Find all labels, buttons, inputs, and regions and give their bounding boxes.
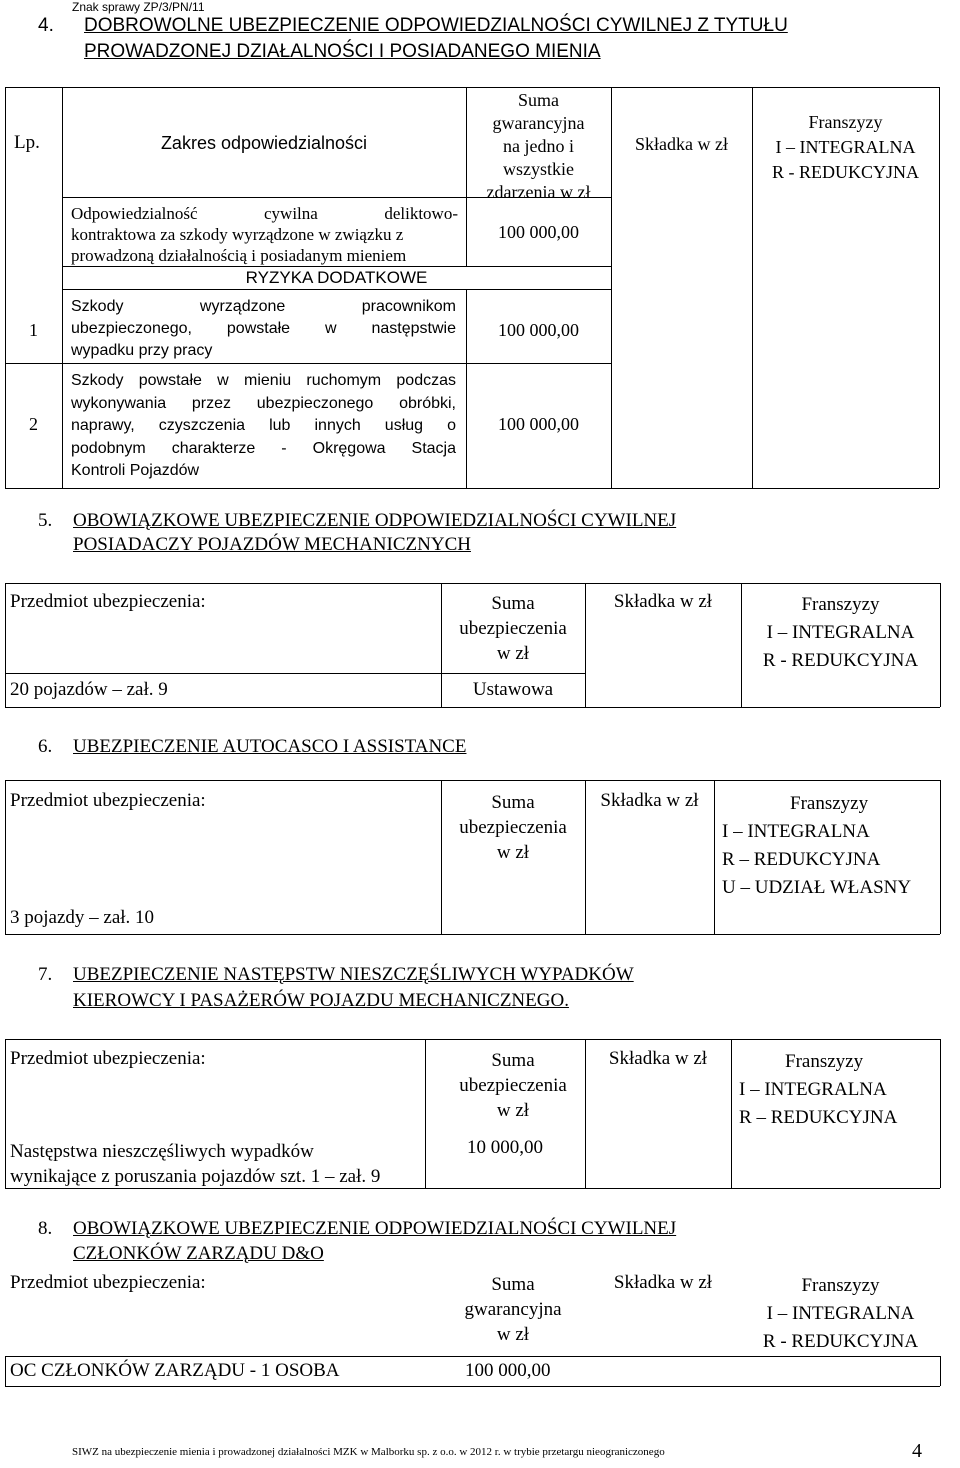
column-header-suma: Suma gwarancyjna na jedno i wszystkie zdarzenia w zł [486,90,591,202]
column-header-skladka: Składka w zł [608,1048,708,1069]
column-header-skladka: Składka w zł [635,134,728,154]
column-header-suma: Suma ubezpieczenia w zł [459,593,567,664]
column-header-skladka: Składka w zł [613,591,713,612]
row-item: 20 pojazdów – zał. 9 [10,679,168,700]
section-7-title-cont: KIEROWCY I PASAŻERÓW POJAZDU MECHANICZNEGO. [73,990,569,1011]
footer-note: SIWZ na ubezpieczenie mienia i prowadzonej działalności MZK w Malborku sp. z o.o. w 2012 r. w trybie przetargu nieograniczonego [72,1446,665,1458]
row-sum: Ustawowa [472,679,554,700]
row-1-description: Odpowiedzialność cywilna deliktowo- kontraktowa za szkody wyrządzone w związku z prowadzoną działalnością i posiadanym mieniem [71,204,458,265]
row-2-description: Szkody powstałe w mieniu ruchomym podczas wykonywania przez ubezpieczonego obróbki, naprawy, czyszczenia lub innych usług o podobnym charakterze - Okręgowa Stacja Kontroli Pojazdów [71,372,456,479]
section-5-number: 5. [38,510,53,531]
row-1b-description: Szkody wyrządzone pracownikom ubezpieczonego, powstałe w następstwie wypadku przy pracy [71,298,456,359]
section-4-number: 4. [38,15,54,36]
row-1-lp: 1 [29,320,38,340]
section-4-title-cont: PROWADZONEJ DZIAŁALNOŚCI I POSIADANEGO MIENIA [84,41,601,62]
column-header-skladka: Składka w zł [600,790,699,811]
section-8-title: OBOWIĄZKOWE UBEZPIECZENIE ODPOWIEDZIALNOŚCI CYWILNEJ [73,1218,677,1239]
column-header-franszyzy: Franszyzy I – INTEGRALNA R - REDUKCYJNA [762,1275,919,1352]
column-header-zakres: Zakres odpowiedzialności [160,133,368,153]
row-2-sum: 100 000,00 [498,414,579,434]
section-7-number: 7. [38,964,53,985]
column-header-skladka: Składka w zł [613,1272,713,1293]
section-4-title: DOBROWOLNE UBEZPIECZENIE ODPOWIEDZIALNOŚCI CYWILNEJ Z TYTUŁU [84,15,788,36]
section-6-title: UBEZPIECZENIE AUTOCASCO I ASSISTANCE [73,736,467,757]
column-header-przedmiot: Przedmiot ubezpieczenia: [10,591,206,612]
row-2-lp: 2 [29,414,38,434]
column-header-franszyzy: Franszyzy I – INTEGRALNA R - REDUKCYJNA [771,112,919,182]
section-5-title: OBOWIĄZKOWE UBEZPIECZENIE ODPOWIEDZIALNOŚCI CYWILNEJ [73,510,677,531]
page-number: 4 [912,1440,922,1462]
column-header-przedmiot: Przedmiot ubezpieczenia: [10,1048,206,1069]
column-header-przedmiot: Przedmiot ubezpieczenia: [10,790,206,811]
column-header-lp: Lp. [14,132,40,153]
column-header-franszyzy: Franszyzy I – INTEGRALNA R – REDUKCYJNA U – UDZIAŁ WŁASNY [722,793,912,898]
section-5-title-cont: POSIADACZY POJAZDÓW MECHANICZNYCH [73,534,471,555]
row-item: Następstwa nieszczęśliwych wypadków wynikające z poruszania pojazdów szt. 1 – zał. 9 [10,1141,381,1187]
row-sum: 100 000,00 [465,1360,551,1381]
section-7-title: UBEZPIECZENIE NASTĘPSTW NIESZCZĘŚLIWYCH WYPADKÓW [73,964,634,985]
column-header-suma: Suma ubezpieczenia w zł [459,1050,567,1121]
column-header-franszyzy: Franszyzy I – INTEGRALNA R – REDUKCYJNA [739,1051,898,1128]
row-item: OC CZŁONKÓW ZARZĄDU - 1 OSOBA [10,1360,340,1381]
ryzyka-dodatkowe-header: RYZYKA DODATKOWE [245,268,428,287]
row-sum: 10 000,00 [467,1137,543,1158]
row-1b-sum: 100 000,00 [498,320,579,340]
case-reference: Znak sprawy ZP/3/PN/11 [72,0,205,14]
row-item: 3 pojazdy – zał. 10 [10,907,155,928]
column-header-franszyzy: Franszyzy I – INTEGRALNA R - REDUKCYJNA [762,594,919,671]
section-8-title-cont: CZŁONKÓW ZARZĄDU D&O [73,1243,324,1264]
section-6-number: 6. [38,736,53,757]
section-8-number: 8. [38,1218,53,1239]
row-1-sum: 100 000,00 [498,222,579,242]
column-header-suma: Suma ubezpieczenia w zł [459,792,567,863]
column-header-przedmiot: Przedmiot ubezpieczenia: [10,1272,206,1293]
column-header-suma: Suma gwarancyjna w zł [464,1274,562,1345]
